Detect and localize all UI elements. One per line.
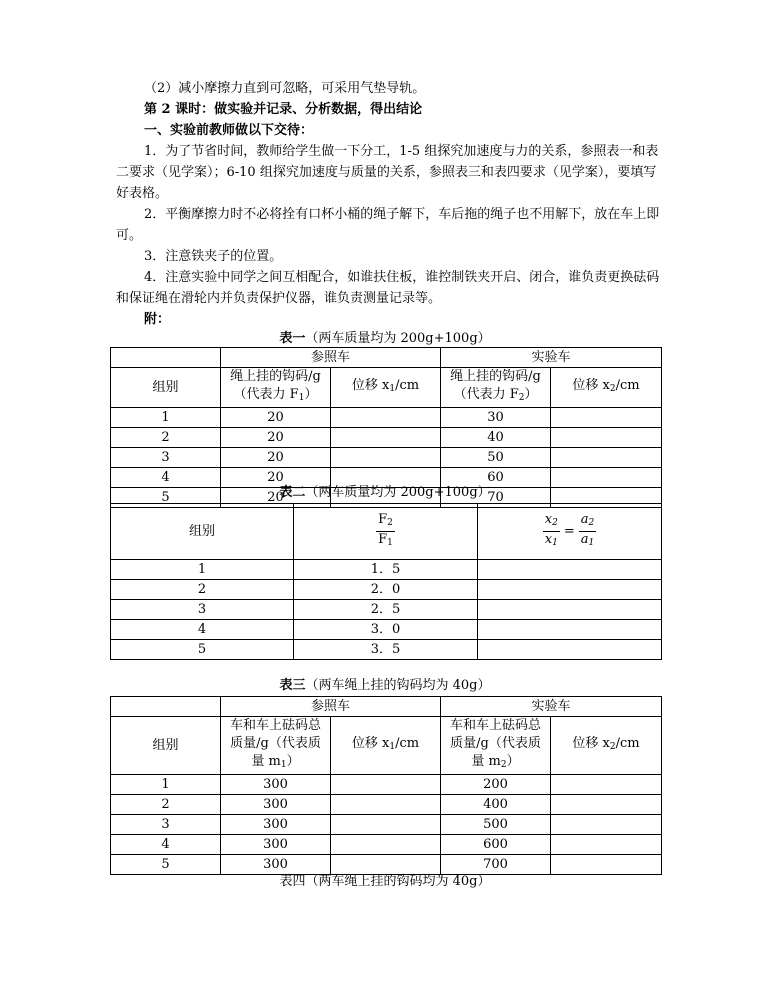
table3-m2-header: 车和车上砝码总 质量/g（代表质 量 $m_2$） bbox=[441, 717, 551, 775]
empty-cell bbox=[331, 448, 441, 468]
table-row: 4 300 600 bbox=[111, 835, 662, 855]
table3-ref-car-header: 参照车 bbox=[221, 697, 441, 717]
table3-caption: 表三（两车绳上挂的钩码均为 40g） bbox=[279, 678, 491, 693]
empty-cell bbox=[551, 815, 662, 835]
instruction-3: 3．注意铁夹子的位置。 bbox=[144, 249, 283, 264]
section-heading: 一、实验前教师做以下交待： bbox=[144, 123, 314, 138]
empty-cell bbox=[551, 428, 662, 448]
table-row: 3 300 500 bbox=[111, 815, 662, 835]
table-row: 4 20 60 bbox=[111, 468, 662, 488]
table1-group-header: 组别 bbox=[111, 368, 221, 408]
table1-x2-header: 位移 $x_2/cm$ bbox=[551, 368, 662, 408]
table1-x1-header: 位移 $x_1/cm$ bbox=[331, 368, 441, 408]
empty-cell bbox=[478, 580, 662, 600]
table1-ref-car-header: 参照车 bbox=[221, 348, 441, 368]
empty-cell bbox=[551, 795, 662, 815]
table1-caption: 表一（两车质量均为 200g+100g） bbox=[279, 331, 491, 346]
empty-cell bbox=[478, 640, 662, 660]
appendix-label: 附： bbox=[144, 312, 171, 327]
table-row: 4 3．0 bbox=[111, 620, 662, 640]
table-row: 1 1．5 bbox=[111, 560, 662, 580]
force-ratio-fraction: $\frac{F_2}{F_1}$ bbox=[378, 512, 393, 548]
empty-cell bbox=[551, 448, 662, 468]
empty-cell bbox=[331, 428, 441, 448]
table3-exp-car-header: 实验车 bbox=[441, 697, 662, 717]
table-row: 1 300 200 bbox=[111, 775, 662, 795]
instruction-2: 2．平衡摩擦力时不必将拴有口杯小桶的绳子解下，车后拖的绳子也不用解下，放在车上即可。 bbox=[116, 207, 660, 243]
table2-force-ratio-header bbox=[294, 504, 478, 560]
empty-cell bbox=[478, 560, 662, 580]
table4-caption: 表四（两车绳上挂的钩码均为 40g） bbox=[279, 874, 491, 889]
empty-cell bbox=[331, 775, 441, 795]
table3-x1-header: 位移 $x_1/cm$ bbox=[331, 717, 441, 775]
table-row: 3 2．5 bbox=[111, 600, 662, 620]
empty-cell bbox=[478, 600, 662, 620]
empty-cell bbox=[331, 408, 441, 428]
table1-f1-header: 绳上挂的钩码/g （代表力 $F_1$） bbox=[221, 368, 331, 408]
instruction-1: 1．为了节省时间，教师给学生做一下分工，1-5 组探究加速度与力的关系，参照表一和表二要求（见学案）；6-10 组探究加速度与质量的关系，参照表三和表四要求（见学案），要填写好表格。 bbox=[116, 144, 659, 201]
empty-cell bbox=[478, 620, 662, 640]
empty-cell bbox=[331, 795, 441, 815]
table-row: 3 20 50 bbox=[111, 448, 662, 468]
table3-x2-header: 位移 $x_2/cm$ bbox=[551, 717, 662, 775]
paragraph-reduce-friction: （2）减小摩擦力直到可忽略，可采用气垫导轨。 bbox=[144, 81, 426, 96]
table-row: 5 3．5 bbox=[111, 640, 662, 660]
empty-cell bbox=[331, 815, 441, 835]
table-row: 2 300 400 bbox=[111, 795, 662, 815]
empty-cell bbox=[551, 835, 662, 855]
table-row: 5 20 70 bbox=[111, 488, 662, 508]
table1-f2-header: 绳上挂的钩码/g （代表力 $F_2$） bbox=[441, 368, 551, 408]
empty-cell bbox=[551, 408, 662, 428]
table-row: 2 2．0 bbox=[111, 580, 662, 600]
table2-group-header: 组别 bbox=[111, 504, 294, 560]
table1-exp-car-header: 实验车 bbox=[441, 348, 662, 368]
empty-cell bbox=[331, 835, 441, 855]
empty-cell bbox=[551, 775, 662, 795]
table2 bbox=[110, 503, 662, 660]
table-row: 2 20 40 bbox=[111, 428, 662, 448]
table2-displacement-ratio-header: $\frac{x_2}{x_1}$ = $\frac{a_2}{a_1}$ bbox=[478, 504, 662, 560]
acceleration-ratio-fraction: $\frac{a_2}{a_1}$ bbox=[580, 512, 595, 548]
empty-cell bbox=[331, 855, 441, 875]
table-row: 5 300 700 bbox=[111, 855, 662, 875]
lesson-2-heading: 第 2 课时：做实验并记录、分析数据，得出结论 bbox=[144, 102, 423, 117]
empty-cell bbox=[551, 855, 662, 875]
table3 bbox=[110, 696, 662, 875]
table2-caption: 表二（两车质量均为 200g+100g） bbox=[279, 485, 491, 500]
table-row: 1 20 30 bbox=[111, 408, 662, 428]
displacement-ratio-fraction: $\frac{x_2}{x_1}$ bbox=[544, 512, 558, 548]
table3-m1-header: 车和车上砝码总 质量/g（代表质 量 $m_1$） bbox=[221, 717, 331, 775]
table3-group-header: 组别 bbox=[111, 717, 221, 775]
instruction-4: 4．注意实验中同学之间互相配合，如谁扶住板，谁控制铁夹开启、闭合，谁负责更换砝码和保证绳在滑轮内并负责保护仪器，谁负责测量记录等。 bbox=[116, 270, 660, 306]
